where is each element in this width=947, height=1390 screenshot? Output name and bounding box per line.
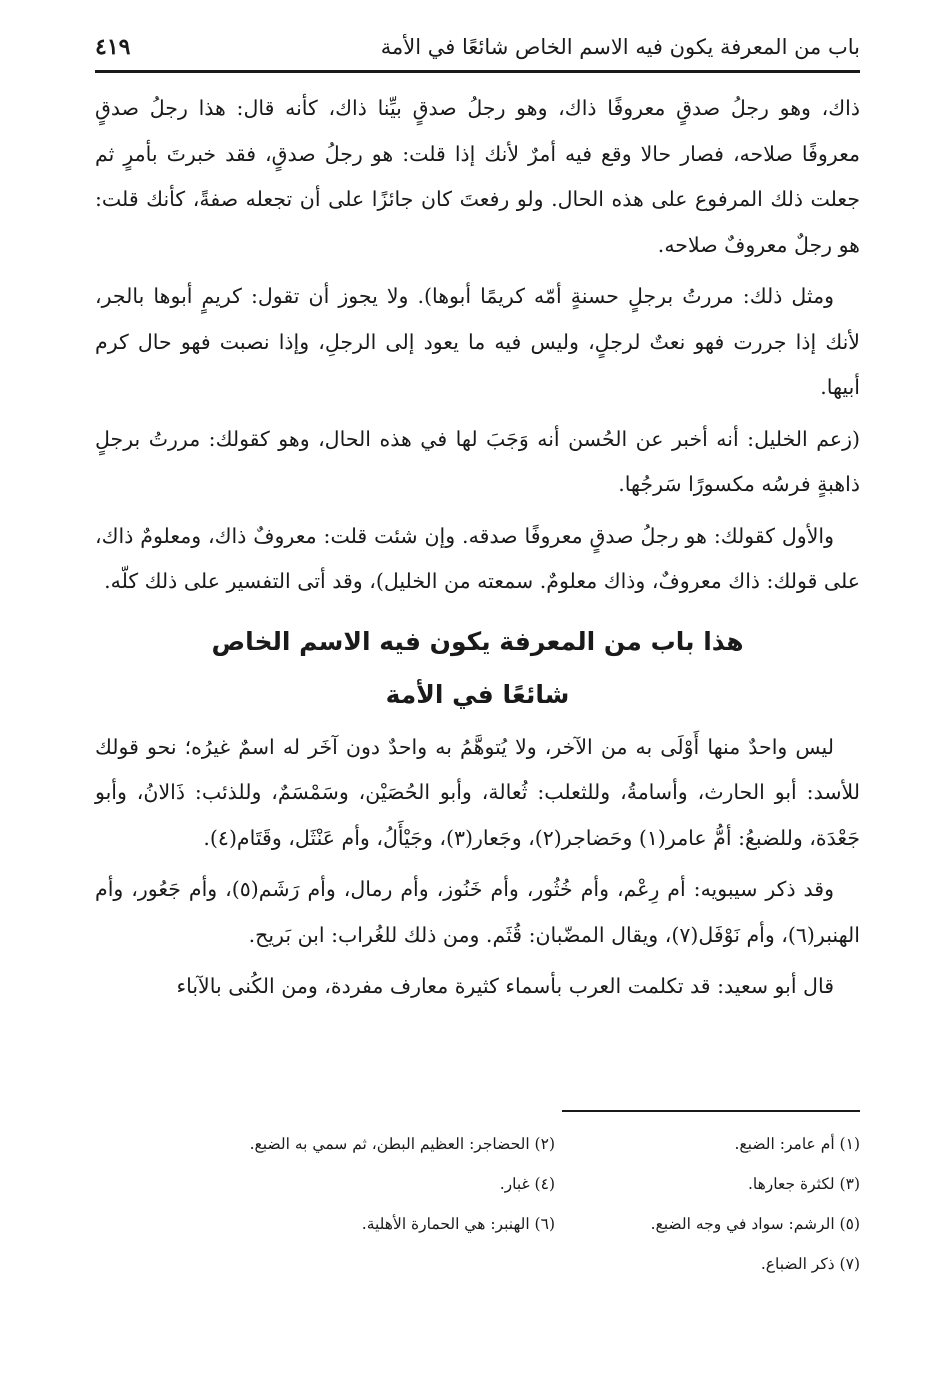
- footnote: (٤) غبار.: [499, 1175, 555, 1193]
- page-header: [95, 30, 860, 64]
- footnotes: [95, 1124, 860, 1284]
- footnote-row: [95, 1124, 860, 1164]
- footnote: (٦) الهنبر: هي الحمارة الأهلية.: [361, 1215, 555, 1233]
- paragraph: ليس واحدٌ منها أَوْلَى به من الآخر، ولا يُتوهَّمُ به واحدٌ دون آخَر له اسمٌ غيرُه؛ نحو قولك للأسد: أبو الحارث، وأسامةُ، وللثعلب: ثُعالة، وأبو الحُصَيْن، وسَمْسَمٌ، وللذئب: ذَالانُ، وأبو جَعْدَة، وللضبعُ: أمُّ عامر(١) وحَضاجر(٢)، وجَعار(٣)، وجَيْأَلُ، وأم عَنْثَل، وقَتَام(٤).: [95, 734, 860, 850]
- running-title: باب من المعرفة يكون فيه الاسم الخاص شائعًا في الأمة: [380, 35, 860, 59]
- footnote: (٧) ذكر الضباع.: [760, 1255, 860, 1273]
- paragraph: وقد ذكر سيبويه: أم رِعْم، وأم خُثُور، وأم خَنُوز، وأم رمال، وأم رَشَم(٥)، وأم جَعُور، وأم الهنبر(٦)، وأم نَوْفَل(٧)، ويقال المضّبان: قُثَم. ومن ذلك للغُراب: ابن بَريح.: [95, 877, 860, 947]
- header-rule: [95, 70, 860, 73]
- footnote-row: [95, 1204, 860, 1244]
- footnote-rule: [562, 1110, 860, 1112]
- paragraph: والأول كقولك: هو رجلُ صدقٍ معروفًا صدقه. وإن شئت قلت: معروفٌ ذاك، ومعلومٌ ذاك، على قولك: ذاك معروفٌ، وذاك معلومٌ. سمعته من الخليل)، وقد أتى التفسير على ذلك كلّه.: [95, 523, 860, 593]
- footnote-row: [95, 1244, 860, 1284]
- footnote-row: [95, 1164, 860, 1204]
- book-page: [95, 0, 860, 1390]
- paragraph: قال أبو سعيد: قد تكلمت العرب بأسماء كثيرة معارف مفردة، ومن الكُنى بالآباء: [176, 974, 834, 998]
- page-body: [95, 86, 860, 1016]
- footnote: (١) أم عامر: الضبع.: [734, 1135, 860, 1153]
- footnote: (٢) الحضاجر: العظيم البطن، ثم سمي به الضبع.: [249, 1135, 555, 1153]
- footnote: (٥) الرشم: سواد في وجه الضبع.: [650, 1215, 860, 1233]
- paragraph: ذاك، وهو رجلُ صدقٍ معروفًا ذاك، وهو رجلُ صدقٍ بيِّنا ذاك، كأنه قال: هذا رجلُ صدقٍ معروفًا صلاحه، فصار حالا وقع فيه أمرٌ لأنك إذا قلت: هو رجلُ صدقٍ، فقد خبرتَ بأمرٍ ثم جعلت ذلك المرفوع على هذه الحال. ولو رفعتَ كان جائزًا على أن تجعله صفةً، كأنك قلت: هو رجلٌ معروفٌ صلاحه.: [95, 96, 860, 257]
- page-number: ٤١٩: [95, 34, 131, 60]
- section-subtitle: شائعًا في الأمة: [385, 679, 570, 709]
- section-title: هذا باب من المعرفة يكون فيه الاسم الخاص: [211, 626, 744, 656]
- paragraph: ومثل ذلك: مررتُ برجلٍ حسنةٍ أمّه كريمًا أبوها). ولا يجوز أن تقول: كريمٍ أبوها بالجر، لأنك إذا جررت فهو نعتٌ لرجلٍ، وليس فيه ما يعود إلى الرجلِ، وإذا نصبت فهو حال كرم أبيها.: [95, 284, 860, 399]
- footnote: (٣) لكثرة جعارها.: [747, 1175, 860, 1193]
- paragraph: (زعم الخليل: أنه أخبر عن الحُسن أنه وَجَبَ لها في هذه الحال، وهو كقولك: مررتُ برجلٍ ذاهبةٍ فرسُه مكسورًا سَرجُها.: [95, 426, 860, 496]
